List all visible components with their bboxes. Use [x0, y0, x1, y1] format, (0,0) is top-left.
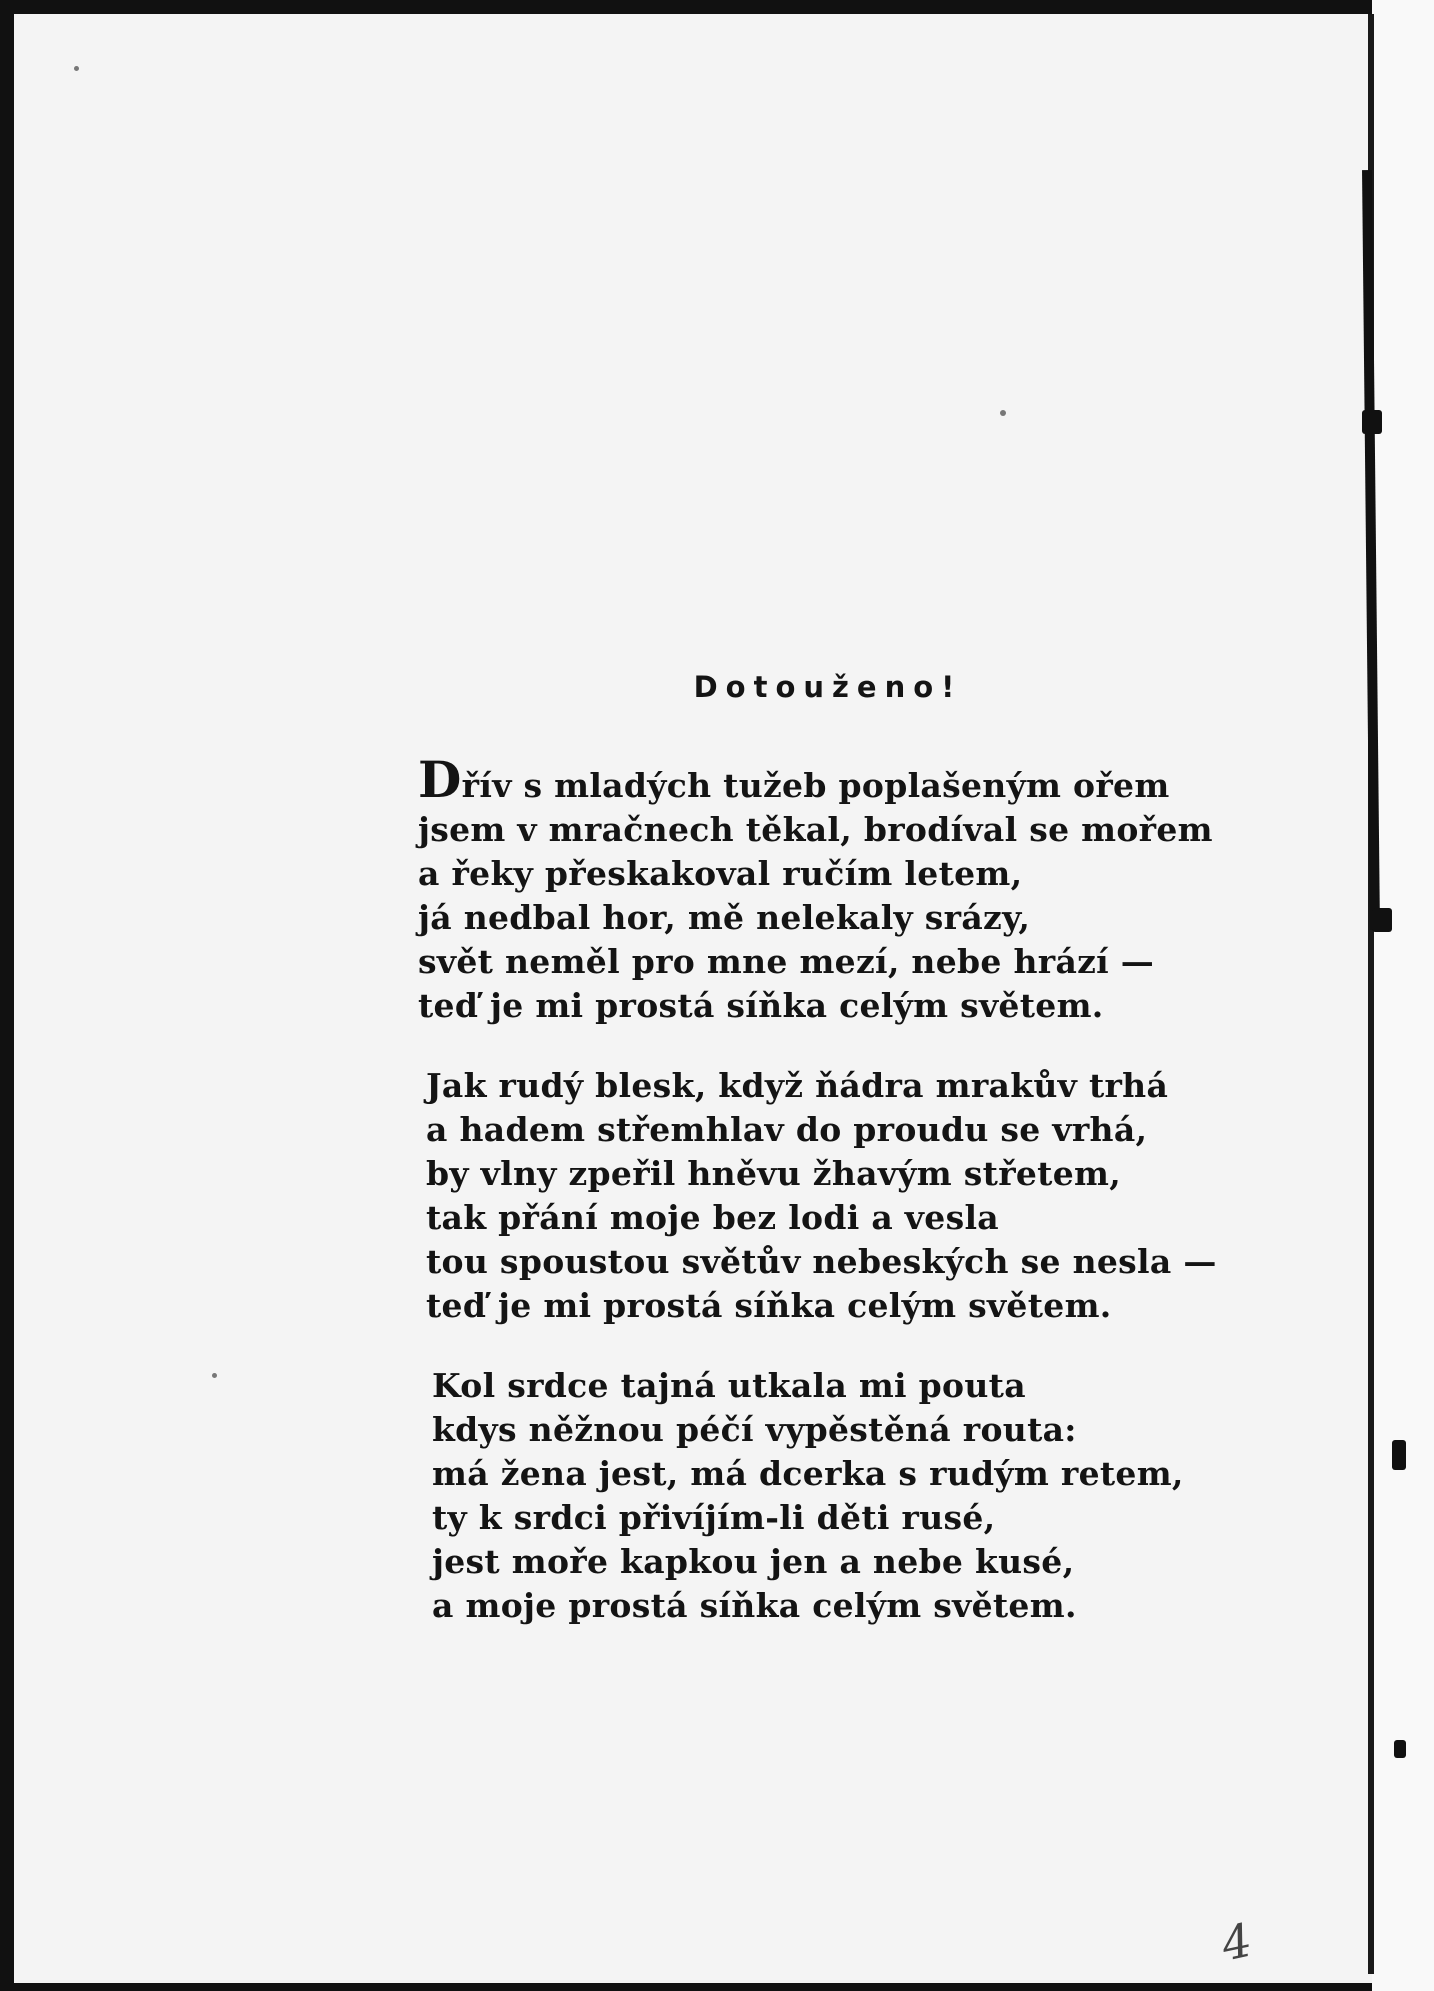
dust-speck	[212, 1373, 217, 1378]
poem-line: by vlny zpeřil hněvu žhavým střetem,	[426, 1154, 1122, 1193]
poem-line: teď je mi prostá síňka celým světem.	[418, 986, 1104, 1025]
poem-line: jsem v mračnech těkal, brodíval se mořem	[418, 810, 1213, 849]
page-edge-notch	[1394, 1740, 1406, 1758]
poem-line: svět neměl pro mne mezí, nebe hrází —	[418, 942, 1155, 981]
stanza-2	[426, 1064, 1217, 1328]
poem-line: a moje prostá síňka celým světem.	[432, 1586, 1077, 1625]
poem-line: já nedbal hor, mě nelekaly srázy,	[418, 898, 1031, 937]
scan-top-border	[0, 0, 1434, 14]
poem-line: tou spoustou světův nebeských se nesla —	[426, 1242, 1217, 1281]
poem	[418, 670, 1217, 1664]
poem-line-text: řív s mladých tužeb poplašeným ořem	[461, 766, 1170, 805]
page-edge-notch	[1362, 410, 1382, 434]
poem-line: má žena jest, má dcerka s rudým retem,	[432, 1454, 1184, 1493]
poem-line: teď je mi prostá síňka celým světem.	[426, 1286, 1112, 1325]
poem-line: a řeky přeskakoval ručím letem,	[418, 854, 1023, 893]
scan-bottom-border	[0, 1983, 1434, 1991]
pencil-page-mark: 4	[1216, 1912, 1257, 1972]
poem-line: jest moře kapkou jen a nebe kusé,	[432, 1542, 1075, 1581]
dust-speck	[74, 66, 79, 71]
poem-line: kdys něžnou péčí vypěstěná routa:	[432, 1410, 1077, 1449]
dust-speck	[1000, 410, 1006, 416]
poem-line: Kol srdce tajná utkala mi pouta	[432, 1366, 1026, 1405]
stanza-3	[432, 1364, 1184, 1628]
page-edge-notch	[1392, 1440, 1406, 1470]
poem-line: a hadem střemhlav do proudu se vrhá,	[426, 1110, 1148, 1149]
scan-right-margin	[1372, 0, 1434, 1991]
page-edge-notch	[1372, 908, 1392, 932]
poem-line: Jak rudý blesk, když ňádra mrakův trhá	[426, 1066, 1169, 1105]
scan-left-border	[0, 0, 14, 1991]
poem-line: ty k srdci přivíjím-li děti rusé,	[432, 1498, 996, 1537]
poem-title: Dotouženo!	[693, 670, 963, 704]
poem-line: tak přání moje bez lodi a vesla	[426, 1198, 999, 1237]
drop-cap: D	[418, 750, 462, 809]
stanza-1	[418, 750, 1213, 1028]
poem-line	[418, 750, 1170, 809]
